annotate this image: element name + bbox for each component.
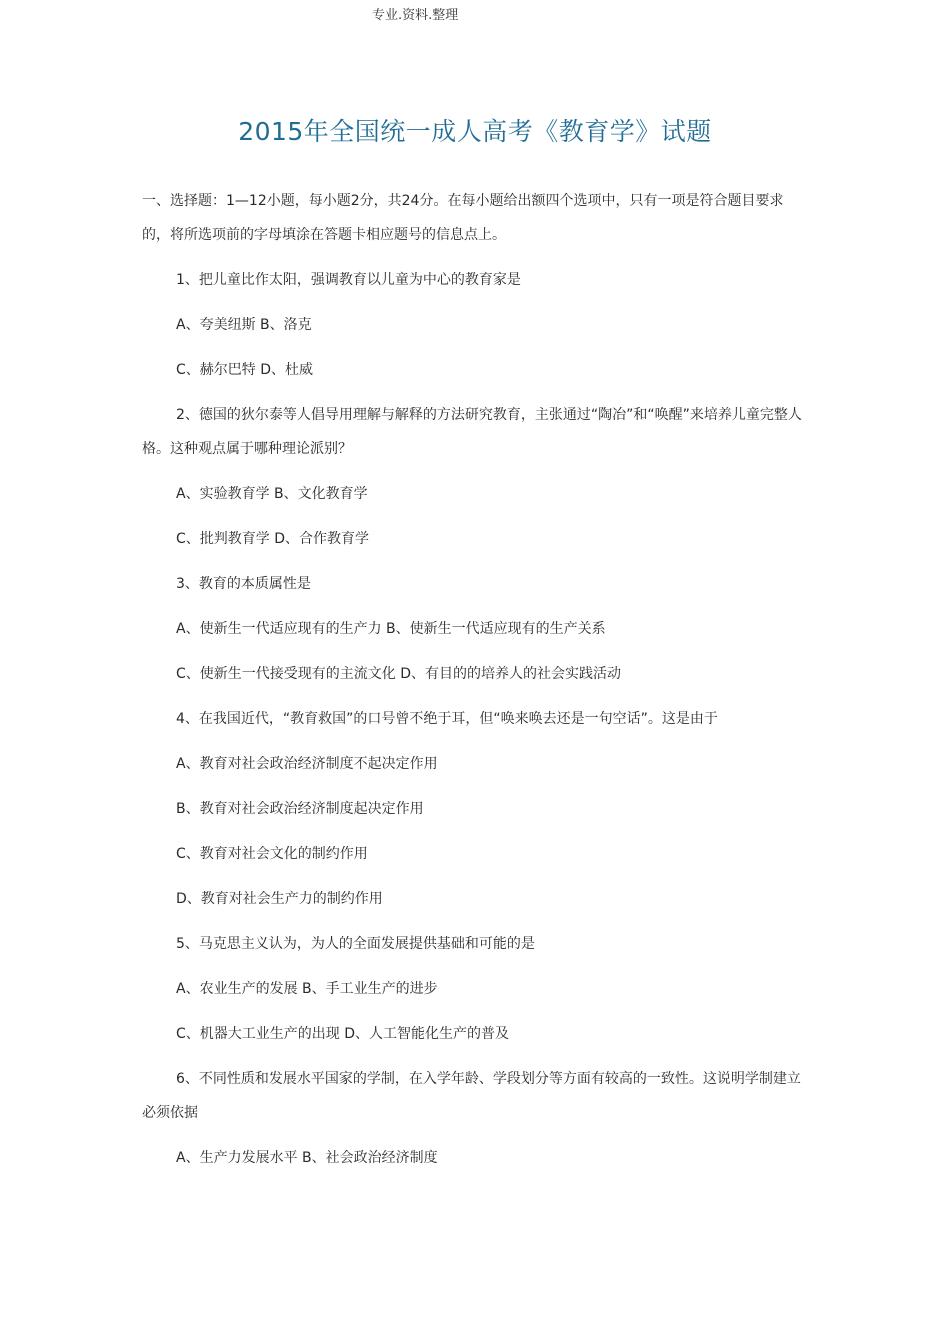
- document-body: [142, 184, 810, 1186]
- question-stem: 3、教育的本质属性是: [176, 576, 311, 592]
- question-option: A、实验教育学 B、文化教育学: [176, 486, 368, 502]
- question-option: A、使新生一代适应现有的生产力 B、使新生一代适应现有的生产关系: [176, 621, 606, 637]
- header-note: 专业.资料.整理: [372, 8, 459, 23]
- question-stem: 2、德国的狄尔泰等人倡导用理解与解释的方法研究教育，主张通过“陶冶”和“唤醒”来培养儿童完整人格。这种观点属于哪种理论派别？: [142, 407, 802, 457]
- question-option: C、批判教育学 D、合作教育学: [176, 531, 370, 547]
- question-stem: 5、马克思主义认为，为人的全面发展提供基础和可能的是: [176, 936, 535, 952]
- question-stem: 4、在我国近代，“教育救国”的口号曾不绝于耳，但“唤来唤去还是一句空话”。这是由于: [176, 711, 718, 727]
- question-stem: 1、把儿童比作太阳，强调教育以儿童为中心的教育家是: [176, 272, 521, 288]
- question-option: A、农业生产的发展 B、手工业生产的进步: [176, 981, 438, 997]
- question-option: C、教育对社会文化的制约作用: [176, 846, 368, 862]
- question-option: D、教育对社会生产力的制约作用: [176, 891, 383, 907]
- question-option: A、夸美纽斯 B、洛克: [176, 317, 312, 333]
- page-title: 2015年全国统一成人高考《教育学》试题: [238, 117, 712, 146]
- question-stem: 6、不同性质和发展水平国家的学制，在入学年龄、学段划分等方面有较高的一致性。这说明学制建立必须依据: [142, 1071, 801, 1121]
- question-option: B、教育对社会政治经济制度起决定作用: [176, 801, 424, 817]
- question-option: C、机器大工业生产的出现 D、人工智能化生产的普及: [176, 1026, 510, 1042]
- question-option: A、教育对社会政治经济制度不起决定作用: [176, 756, 438, 772]
- question-option: C、赫尔巴特 D、杜威: [176, 362, 314, 378]
- section-intro: 一、选择题：1—12小题，每小题2分，共24分。在每小题给出额四个选项中，只有一项是符合题目要求的，将所选项前的字母填涂在答题卡相应题号的信息点上。: [142, 193, 784, 243]
- question-option: C、使新生一代接受现有的主流文化 D、有目的的培养人的社会实践活动: [176, 666, 622, 682]
- question-option: A、生产力发展水平 B、社会政治经济制度: [176, 1150, 438, 1166]
